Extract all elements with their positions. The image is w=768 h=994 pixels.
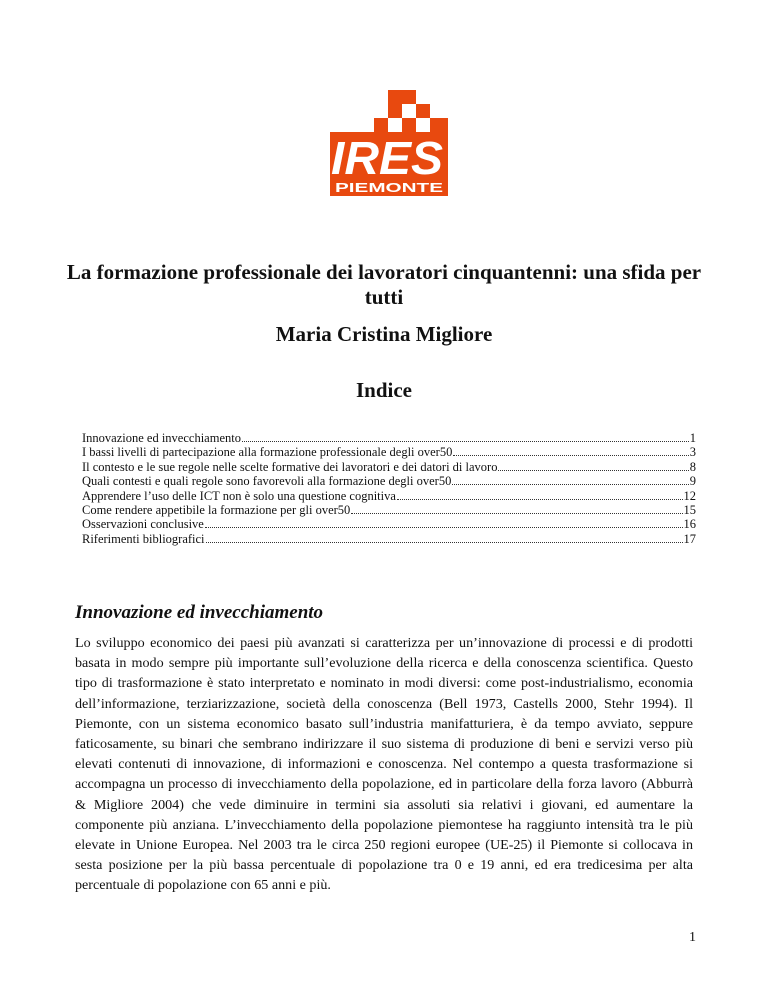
toc-entry-page: 3 (689, 445, 696, 460)
body-paragraph: Lo sviluppo economico dei paesi più avanzati si caratterizza per un’innovazione di processi e di prodotti basata in modo sempre più importante sull’evoluzione della ricerca e della conoscenza scientifica. Questo tipo di trasformazione è stato interpretato e nominato in modi diversi: come post-industrialismo, economia dell’informazione, terziarizzazione, società della conoscenza (Bell 1973, Castells 2000, Stehr 1994). Il Piemonte, con un sistema economico basato sull’industria manifatturiera, è da tempo avviato, seppure faticosamente, su binari che sembrano indirizzare il suo sistema di produzione di beni e servizi verso più elevati contenuti di innovazione, di informazioni e conoscenza. Nel contempo a questa trasformazione si accompagna un processo di invecchiamento della popolazione, ed in particolare della forza lavoro (Abburrà & Migliore 2004) che vede diminuire in termini sia assoluti sia relativi i giovani, ed aumentare la componente più anziana. L’invecchiamento della popolazione piemontese ha raggiunto intensità tra le più elevate in Unione Europea. Nel 2003 tra le circa 250 regioni europee (UE-25) il Piemonte si collocava in sesta posizione per la più bassa percentuale di popolazione tra 0 e 19 anni, ed era tredicesima per alta percentuale di popolazione con 65 anni e più. (75, 635, 693, 894)
toc-entry-page: 1 (689, 431, 696, 445)
toc-leader (498, 461, 688, 471)
toc-entry-page: 8 (689, 459, 696, 474)
toc-entry-page: 16 (683, 517, 696, 532)
toc-entry-page: 9 (689, 474, 696, 489)
toc-entry[interactable] (82, 489, 696, 503)
index-heading: Indice (355, 378, 412, 402)
logo-main-text: IRES (331, 132, 444, 184)
toc-entry-title: Il contesto e le sue regole nelle scelte formative dei lavoratori e dei datori di lavoro (82, 459, 498, 474)
table-of-contents (82, 431, 696, 546)
toc-entry[interactable] (82, 517, 696, 531)
toc-entry-page: 15 (683, 503, 696, 518)
toc-entry[interactable] (82, 503, 696, 517)
toc-entry-title: Quali contesti e quali regole sono favorevoli alla formazione degli over50 (82, 474, 452, 489)
logo-square (330, 118, 374, 132)
toc-entry-title: Riferimenti bibliografici (82, 531, 205, 546)
toc-entry[interactable] (82, 460, 696, 474)
toc-entry-title: Apprendere l’uso delle ICT non è solo una questione cognitiva (82, 488, 396, 503)
toc-leader (397, 490, 683, 500)
logo-sub-text: PIEMONTE (335, 180, 444, 195)
toc-entry[interactable] (82, 431, 696, 445)
toc-entry[interactable] (82, 532, 696, 546)
toc-entry-page: 17 (683, 531, 696, 546)
document-title: La formazione professionale dei lavoratori cinquantenni: una sfida per tutti (66, 260, 702, 309)
toc-entry[interactable] (82, 445, 696, 459)
toc-entry[interactable] (82, 474, 696, 488)
logo-square (402, 104, 416, 118)
ires-piemonte-logo (330, 90, 448, 196)
page-number: 1 (689, 930, 696, 945)
logo-square (416, 118, 430, 132)
toc-entry-title: I bassi livelli di partecipazione alla formazione professionale degli over50 (82, 445, 453, 460)
toc-leader (206, 533, 683, 543)
toc-entry-title: Osservazioni conclusive (82, 517, 204, 532)
toc-entry-title: Innovazione ed invecchiamento (82, 431, 241, 445)
logo-square (388, 118, 402, 132)
section-heading: Innovazione ed invecchiamento (75, 602, 324, 623)
toc-entry-page: 12 (683, 488, 696, 503)
toc-leader (351, 504, 682, 514)
author-name: Maria Cristina Migliore (275, 322, 493, 346)
toc-leader (205, 518, 683, 528)
toc-leader (453, 446, 688, 456)
logo-square (430, 90, 448, 118)
toc-leader (452, 475, 688, 485)
toc-leader (242, 432, 689, 442)
toc-entry-title: Come rendere appetibile la formazione per gli over50 (82, 503, 351, 518)
logo-square (330, 90, 388, 118)
